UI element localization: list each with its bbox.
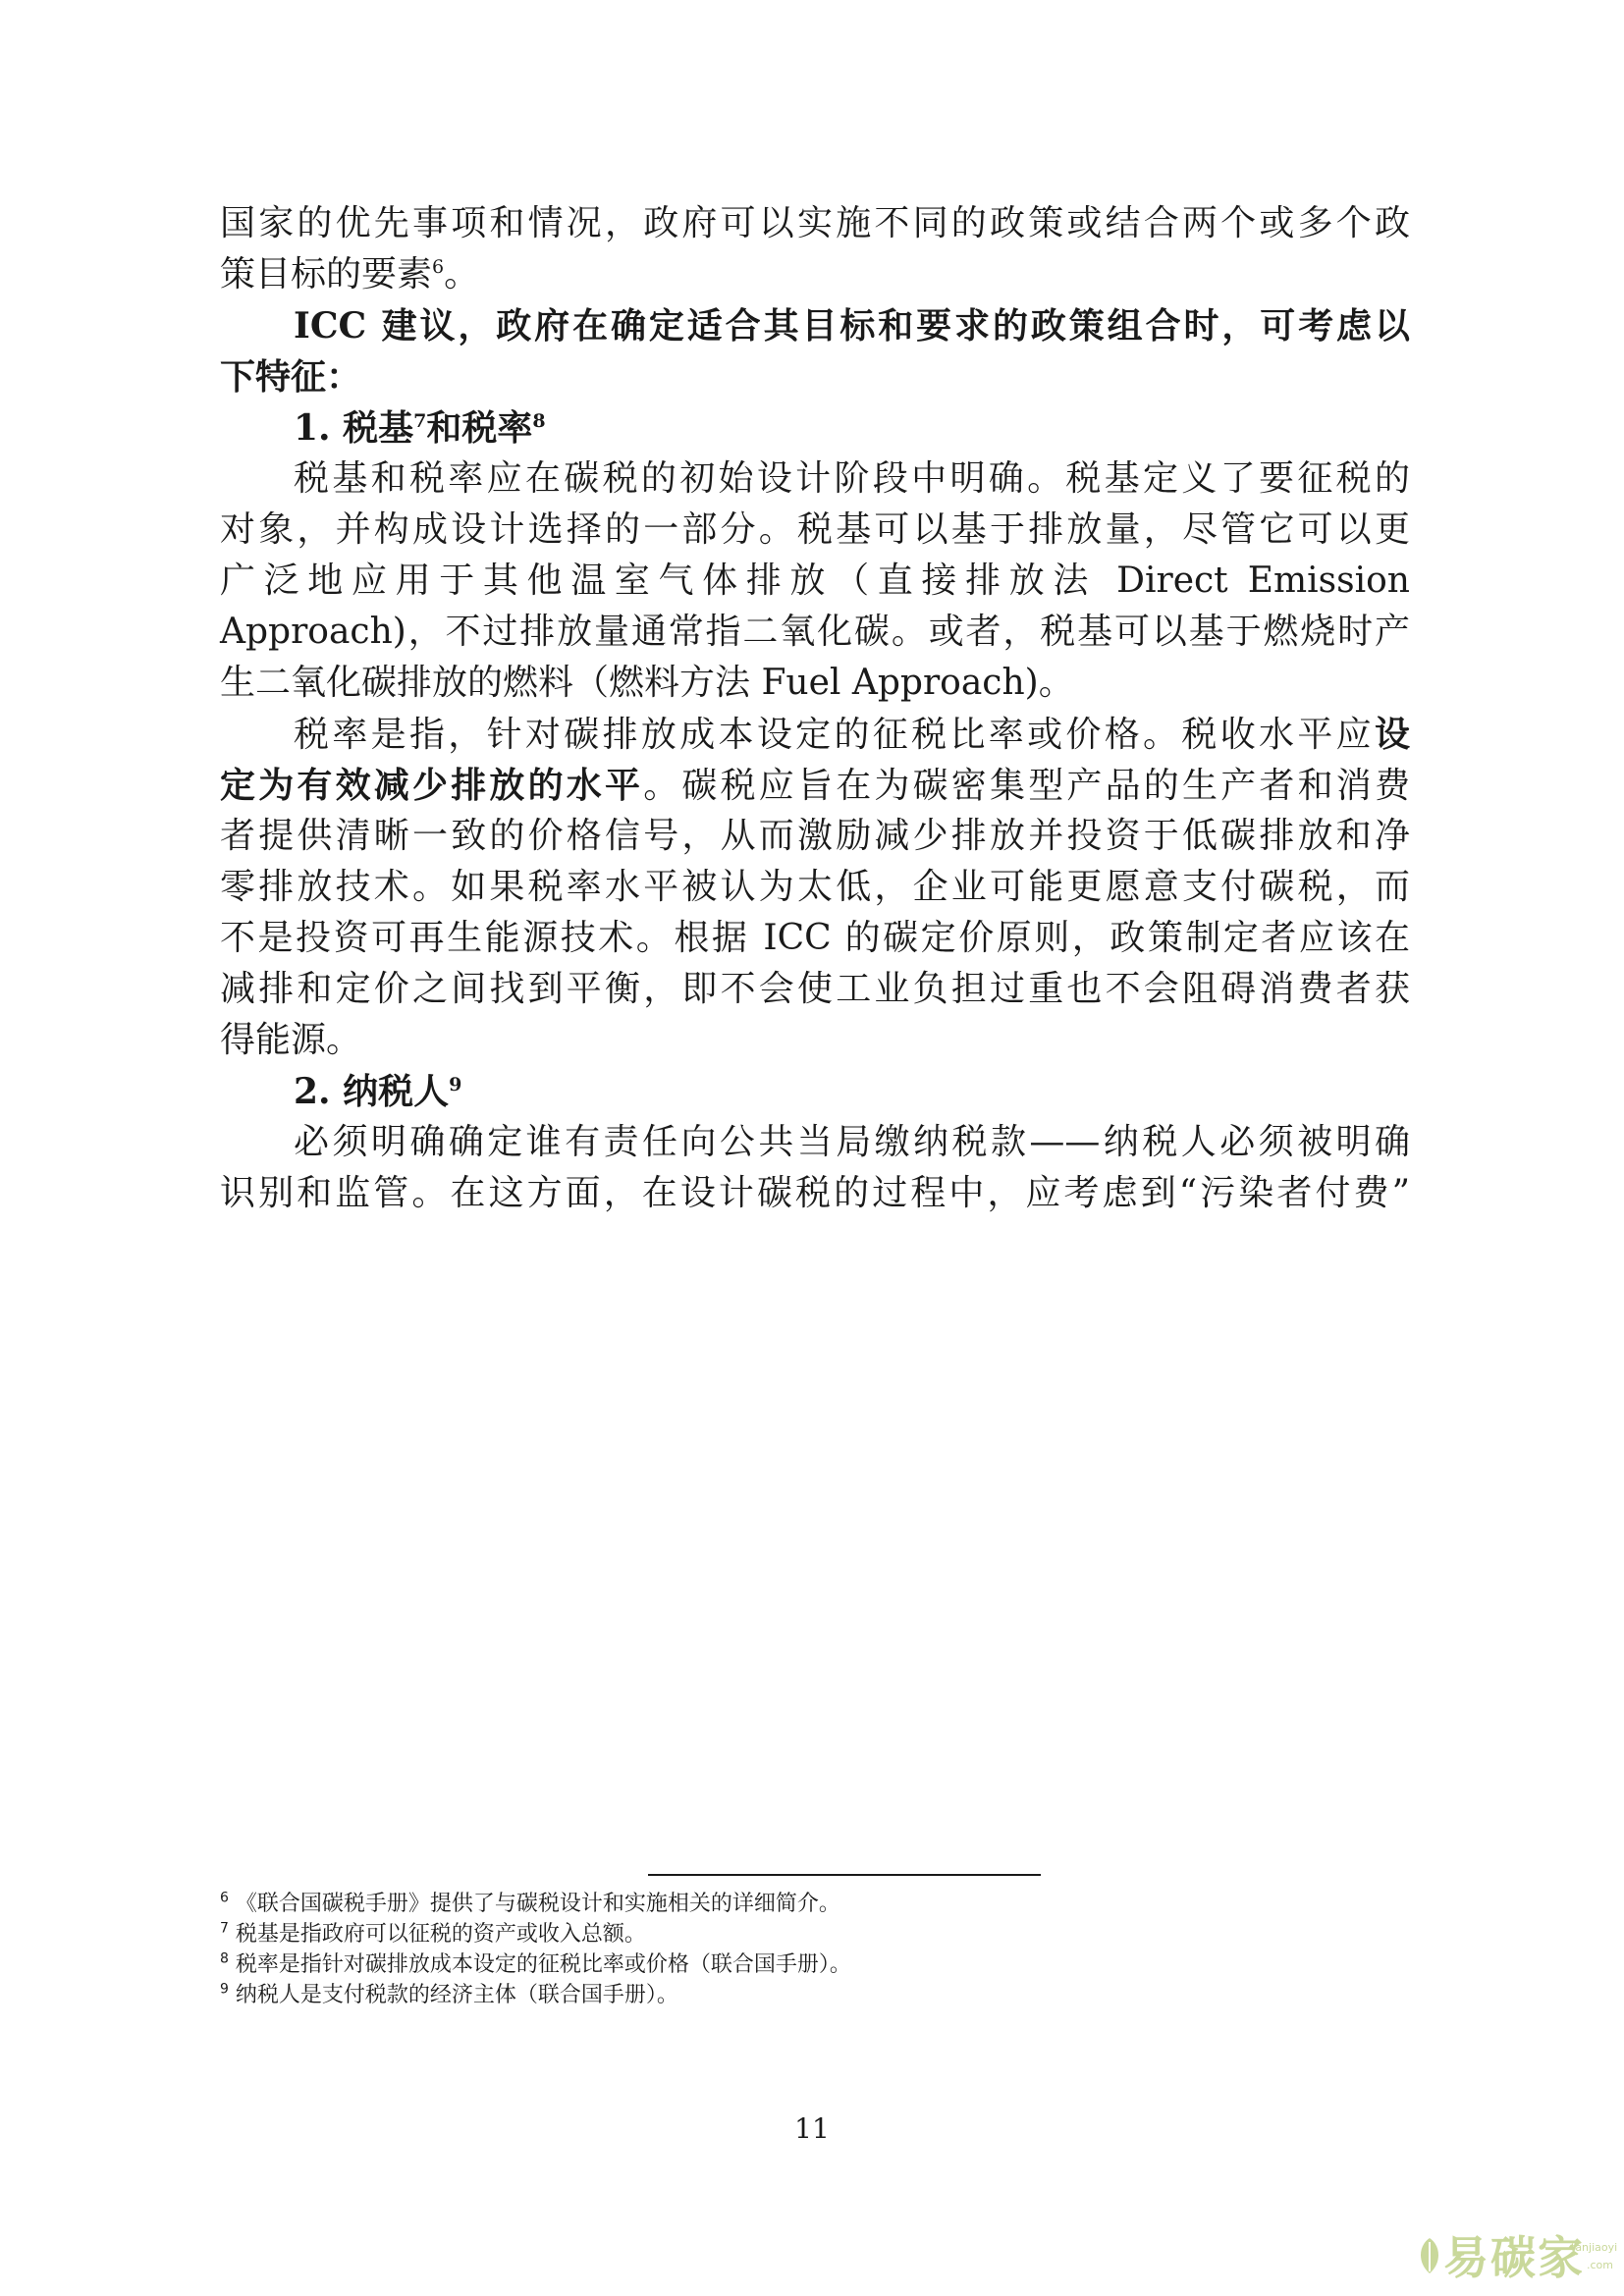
watermark-text: 易碳家 bbox=[1443, 2231, 1585, 2284]
text-run: 生二氧化碳排放的燃料（燃料方法 Fuel Approach)。 bbox=[220, 663, 1074, 703]
paragraph-line bbox=[294, 1121, 1410, 1164]
leaf-icon bbox=[1416, 2236, 1443, 2275]
watermark-logo bbox=[1414, 2228, 1620, 2287]
footnote-divider bbox=[648, 1874, 1041, 1876]
heading-text: 2. 纳税人 bbox=[294, 1071, 450, 1112]
page-number: 11 bbox=[794, 2112, 830, 2145]
footnote-number: 7 bbox=[220, 1920, 229, 1937]
footnote-number: 8 bbox=[220, 1950, 229, 1967]
text-run: Approach)，不过排放量通常指二氧化碳。或者，税基可以基于燃烧时产 bbox=[220, 612, 1410, 652]
footnote bbox=[220, 1921, 1410, 1949]
text-run: 得能源。 bbox=[220, 1020, 362, 1060]
footnote-ref[interactable]: 7 bbox=[413, 410, 427, 432]
text-run: 对象，并构成设计选择的一部分。税基可以基于排放量，尽管它可以更 bbox=[220, 509, 1410, 550]
text-run: 减排和定价之间找到平衡，即不会使工业负担过重也不会阻碍消费者获 bbox=[220, 969, 1410, 1009]
paragraph-line bbox=[220, 1019, 1410, 1062]
text-run: 下特征： bbox=[220, 356, 362, 398]
text-run: 税基和税率应在碳税的初始设计阶段中明确。税基定义了要征税的 bbox=[294, 458, 1410, 499]
footnote-text: 税率是指针对碳排放成本设定的征税比率或价格（联合国手册）。 bbox=[235, 1952, 851, 1977]
paragraph-line bbox=[220, 764, 1410, 808]
section-heading bbox=[294, 1070, 1410, 1113]
paragraph-line bbox=[220, 508, 1410, 552]
text-run: 识别和监管。在这方面，在设计碳税的过程中，应考虑到“污染者付费” bbox=[220, 1173, 1410, 1213]
bold-run: 设 bbox=[1374, 714, 1410, 755]
text-run: 。碳税应旨在为碳密集型产品的生产者和消费 bbox=[643, 766, 1410, 806]
footnote bbox=[220, 1891, 1410, 1918]
footnote-text: 《联合国碳税手册》提供了与碳税设计和实施相关的详细简介。 bbox=[235, 1892, 840, 1916]
footnote bbox=[220, 1982, 1410, 2009]
text-run: 不是投资可再生能源技术。根据 ICC 的碳定价原则，政策制定者应该在 bbox=[220, 918, 1410, 958]
heading-text: 1. 税基 bbox=[294, 407, 414, 449]
paragraph-line bbox=[220, 1172, 1410, 1215]
footnote-number: 9 bbox=[220, 1981, 229, 1998]
paragraph-line bbox=[220, 611, 1410, 654]
paragraph-line bbox=[294, 304, 1410, 347]
watermark-sub: .com bbox=[1587, 2259, 1613, 2271]
footnote bbox=[220, 1951, 1410, 1979]
text-run: 策目标的要素 bbox=[220, 254, 433, 294]
section-heading bbox=[294, 406, 1410, 450]
text-run: 必须明确确定谁有责任向公共当局缴纳税款——纳税人必须被明确 bbox=[294, 1122, 1410, 1162]
footnote-ref[interactable]: 6 bbox=[432, 256, 445, 278]
paragraph-line bbox=[220, 866, 1410, 909]
footnote-text: 税基是指政府可以征税的资产或收入总额。 bbox=[235, 1922, 646, 1947]
paragraph-line bbox=[220, 355, 1410, 399]
paragraph-line bbox=[220, 560, 1410, 603]
text-run: 者提供清晰一致的价格信号，从而激励减少排放并投资于低碳排放和净 bbox=[220, 816, 1410, 856]
footnote-text: 纳税人是支付税款的经济主体（联合国手册）。 bbox=[235, 1983, 678, 2007]
footnote-number: 6 bbox=[220, 1890, 229, 1906]
text-run: 零排放技术。如果税率水平被认为太低，企业可能更愿意支付碳税，而 bbox=[220, 867, 1410, 907]
paragraph-line bbox=[220, 968, 1410, 1011]
paragraph-line bbox=[220, 253, 1410, 296]
paragraph-line bbox=[220, 202, 1410, 245]
text-run: ICC 建议，政府在确定适合其目标和要求的政策组合时，可考虑以 bbox=[294, 305, 1410, 347]
paragraph-line bbox=[220, 815, 1410, 858]
paragraph-line bbox=[294, 457, 1410, 501]
text-run: 国家的优先事项和情况，政府可以实施不同的政策或结合两个或多个政 bbox=[220, 203, 1410, 243]
paragraph-line bbox=[294, 713, 1410, 757]
watermark-sub: tanjiaoyi bbox=[1571, 2241, 1618, 2254]
text-run: 广泛地应用于其他温室气体排放（直接排放法 Direct Emission bbox=[220, 561, 1410, 601]
paragraph-line bbox=[220, 662, 1410, 705]
paragraph-line bbox=[220, 917, 1410, 960]
bold-run: 定为有效减少排放的水平 bbox=[220, 765, 644, 806]
text-run: 税率是指，针对碳排放成本设定的征税比率或价格。税收水平应 bbox=[294, 715, 1375, 755]
footnote-ref[interactable]: 9 bbox=[449, 1074, 462, 1095]
text-run: 。 bbox=[444, 254, 480, 294]
heading-text: 和税率 bbox=[426, 407, 533, 449]
footnote-ref[interactable]: 8 bbox=[532, 410, 546, 432]
